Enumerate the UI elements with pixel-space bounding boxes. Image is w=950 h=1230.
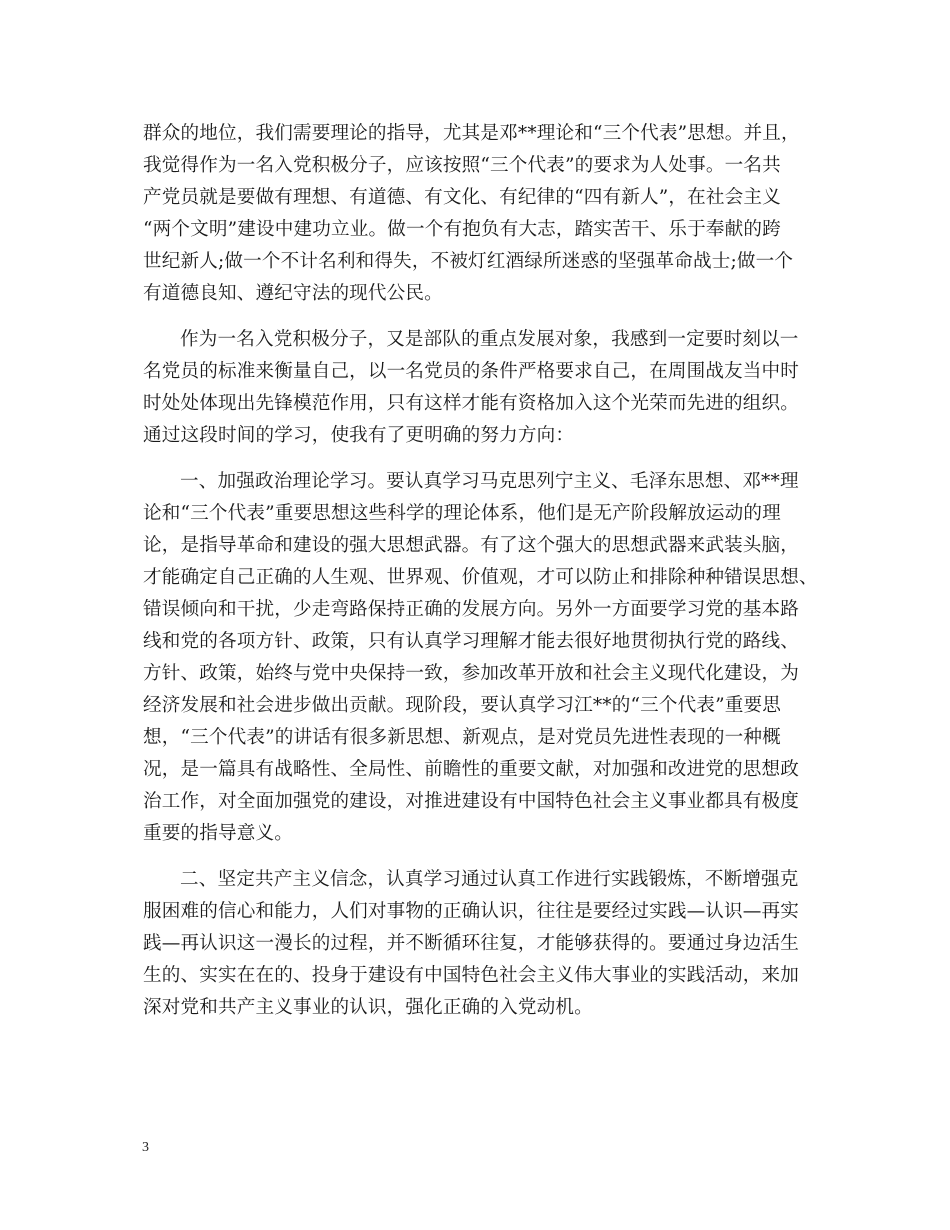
text-line: 想，“三个代表”的讲话有很多新思想、新观点，是对党员先进性表现的一种概	[143, 727, 781, 748]
text-line: 方针、政策，始终与党中央保持一致，参加改革开放和社会主义现代化建设，为	[143, 663, 800, 684]
text-line: 二、坚定共产主义信念，认真学习通过认真工作进行实践锻炼，不断增强克	[180, 869, 799, 890]
paragraph	[143, 324, 823, 452]
text-line: “两个文明”建设中建功立业。做一个有抱负有大志，踏实苦干、乐于奉献的跨	[143, 219, 781, 240]
text-line: 错误倾向和干扰，少走弯路保持正确的发展方向。另外一方面要学习党的基本路	[143, 599, 800, 620]
text-line: 重要的指导意义。	[143, 823, 293, 844]
text-line: 线和党的各项方针、政策，只有认真学习理解才能去很好地贯彻执行党的路线、	[143, 631, 800, 652]
page-number: 3	[142, 1140, 149, 1155]
text-line: 群众的地位，我们需要理论的指导，尤其是邓**理论和“三个代表”思想。并且，	[143, 123, 800, 144]
paragraph	[143, 466, 823, 850]
text-line: 服困难的信心和能力，人们对事物的正确认识，往往是要经过实践—认识—再实	[143, 901, 800, 922]
text-line: 深对党和共产主义事业的认识，强化正确的入党动机。	[143, 997, 593, 1018]
paragraph-spacing	[143, 310, 823, 324]
text-line: 有道德良知、遵纪守法的现代公民。	[143, 283, 443, 304]
text-line: 经济发展和社会进步做出贡献。现阶段，要认真学习江**的“三个代表”重要思	[143, 695, 782, 716]
paragraph-spacing	[143, 850, 823, 864]
paragraph	[143, 864, 823, 1024]
paragraph	[143, 118, 823, 310]
text-line: 生的、实实在在的、投身于建设有中国特色社会主义伟大事业的实践活动，来加	[143, 965, 800, 986]
text-line: 时处处体现出先锋模范作用，只有这样才能有资格加入这个光荣而先进的组织。	[143, 393, 800, 414]
text-line: 况，是一篇具有战略性、全局性、前瞻性的重要文献，对加强和改进党的思想政	[143, 759, 800, 780]
paragraph-spacing	[143, 452, 823, 466]
text-line: 我觉得作为一名入党积极分子，应该按照“三个代表”的要求为人处事。一名共	[143, 155, 781, 176]
document-body	[143, 118, 823, 1024]
text-line: 世纪新人;做一个不计名利和得失，不被灯红酒绿所迷惑的坚强革命战士;做一个	[143, 251, 794, 272]
text-line: 才能确定自己正确的人生观、世界观、价值观，才可以防止和排除种种错误思想、	[143, 567, 818, 588]
text-line: 产党员就是要做有理想、有道德、有文化、有纪律的“四有新人”，在社会主义	[143, 187, 781, 208]
text-line: 论和“三个代表”重要思想这些科学的理论体系，他们是无产阶段解放运动的理	[143, 503, 781, 524]
text-line: 作为一名入党积极分子，又是部队的重点发展对象，我感到一定要时刻以一	[180, 329, 799, 350]
text-line: 通过这段时间的学习，使我有了更明确的努力方向：	[143, 425, 575, 446]
text-line: 一、加强政治理论学习。要认真学习马克思列宁主义、毛泽东思想、邓**理	[180, 471, 799, 492]
text-line: 论，是指导革命和建设的强大思想武器。有了这个强大的思想武器来武装头脑，	[143, 535, 800, 556]
text-line: 治工作，对全面加强党的建设，对推进建设有中国特色社会主义事业都具有极度	[143, 791, 800, 812]
text-line: 名党员的标准来衡量自己，以一名党员的条件严格要求自己，在周围战友当中时	[143, 361, 800, 382]
text-line: 践—再认识这一漫长的过程，并不断循环往复，才能够获得的。要通过身边活生	[143, 933, 800, 954]
